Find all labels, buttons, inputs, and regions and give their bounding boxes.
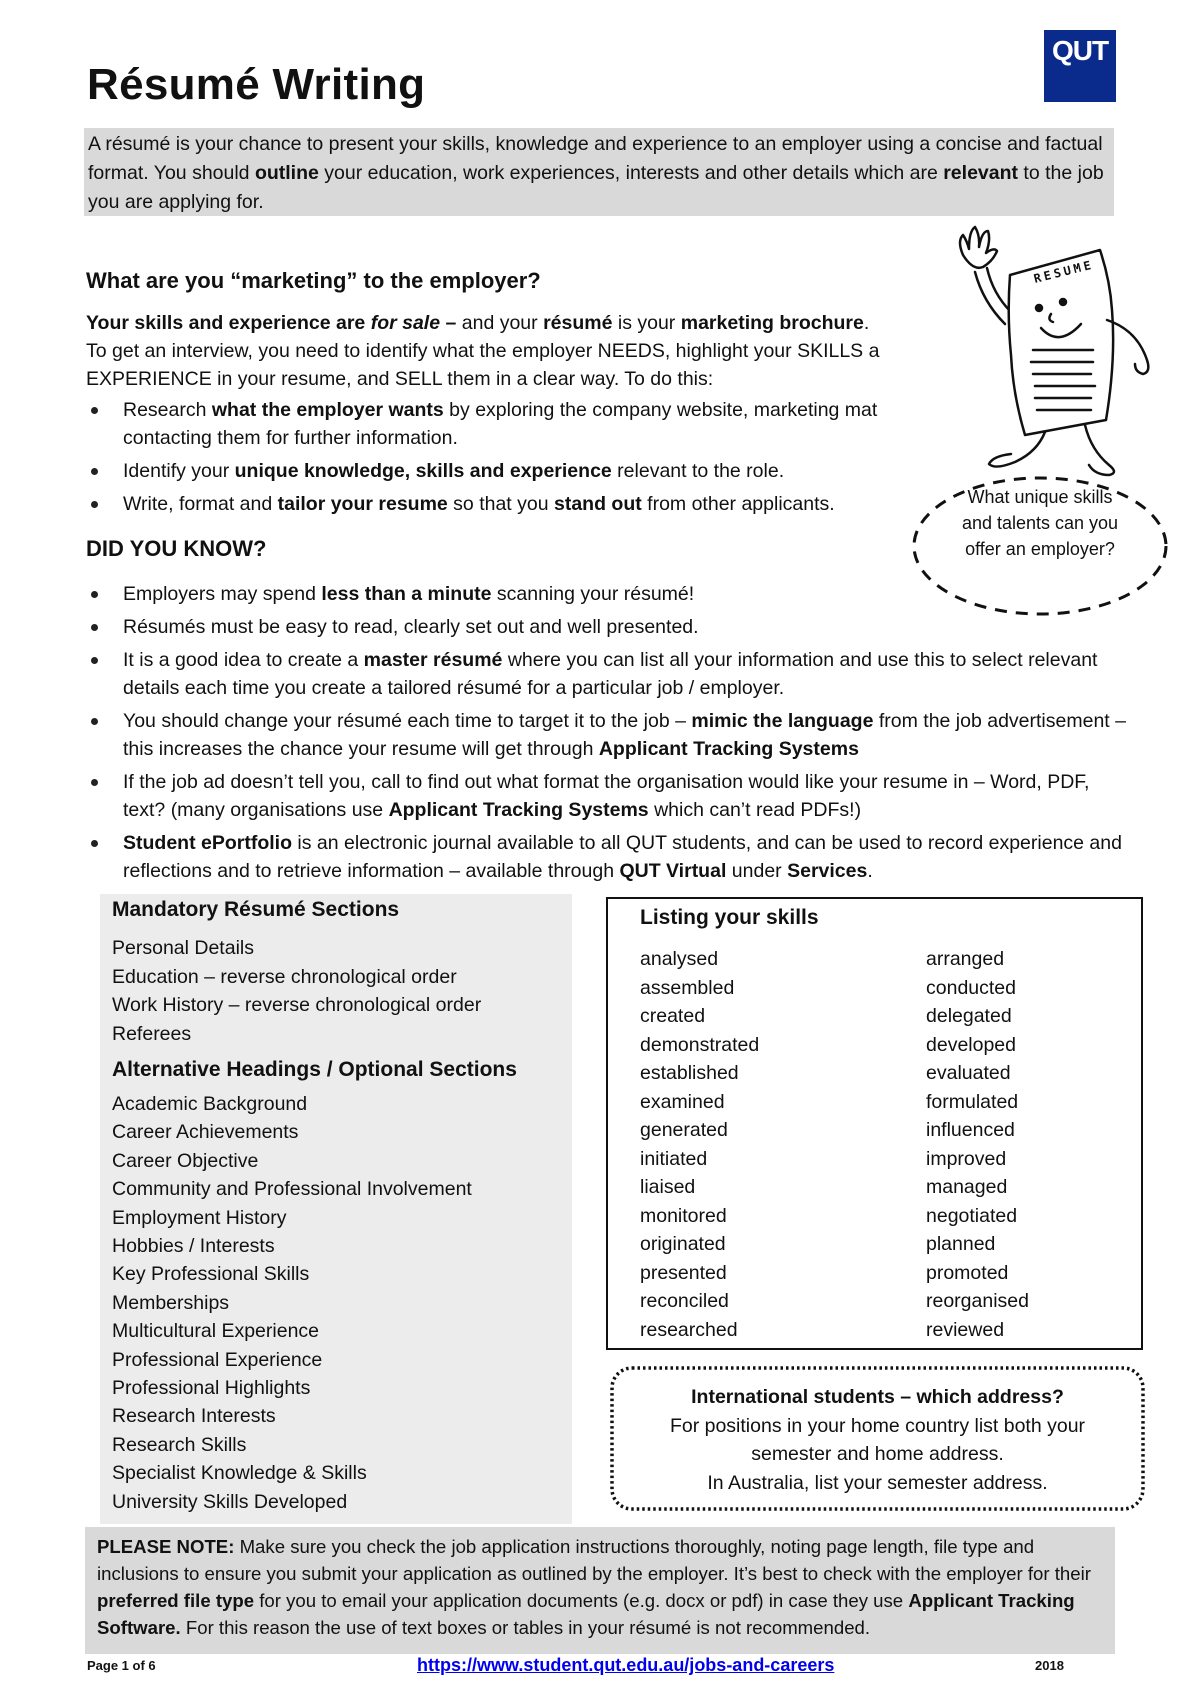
- list-item: Employment History: [112, 1206, 287, 1229]
- list-item: Education – reverse chronological order: [112, 965, 457, 988]
- list-item: Referees: [112, 1022, 192, 1045]
- marketing-heading: What are you “marketing” to the employer?: [86, 268, 541, 293]
- skill-word: originated: [640, 1233, 726, 1255]
- list-item-continuation: contacting them for further information.: [123, 427, 458, 449]
- note-text: for you to email your application documents (e.g. docx or pdf) in case they use: [254, 1590, 909, 1611]
- skill-word: researched: [640, 1318, 738, 1341]
- intro-text: A résumé is your chance to present your skills, knowledge and experience to an employer using a concise and factual format. You should: [88, 133, 1103, 184]
- skill-word: arranged: [926, 948, 1005, 970]
- skill-word: reconciled: [640, 1290, 729, 1312]
- qut-logo: [1044, 30, 1116, 102]
- did-you-know-heading: DID YOU KNOW?: [86, 536, 267, 561]
- list-item: It is a good idea to create a master résumé where you can list all your information and use this to select relevant details each time you create a tailored résumé for a particular job / employer.: [86, 646, 1131, 702]
- did-you-know-bullets: [86, 580, 1131, 890]
- list-item: Academic Background: [112, 1093, 308, 1115]
- note-emphasis: Applicant Tracking Software.: [97, 1590, 1075, 1638]
- list-item: If the job ad doesn’t tell you, call to find out what format the organisation would like your resume in – Word, PDF, text? (many organisations use Applicant Tracking Systems which can’t read PDFs!): [86, 768, 1131, 824]
- list-item: Research Skills: [112, 1433, 247, 1456]
- list-item: Work History – reverse chronological order: [112, 994, 482, 1017]
- intro-box: [84, 128, 1114, 216]
- skill-word: conducted: [926, 976, 1016, 999]
- skill-word: planned: [926, 1233, 996, 1255]
- international-line: semester and home address.: [751, 1443, 1004, 1465]
- text-bold: Your skills and experience are: [86, 312, 371, 334]
- skill-word: developed: [926, 1033, 1016, 1056]
- skill-word: created: [640, 1005, 706, 1027]
- page-number: Page 1 of 6: [87, 1658, 156, 1673]
- skill-word: liaised: [640, 1176, 696, 1198]
- list-item: You should change your résumé each time to target it to the job – mimic the language from the job advertisement – this increases the chance your resume will get through Applicant Tracking Systems: [86, 707, 1131, 763]
- list-item: Specialist Knowledge & Skills: [112, 1462, 367, 1485]
- text: and your: [456, 312, 544, 334]
- skills-column-left: [640, 945, 759, 1344]
- skill-word: demonstrated: [640, 1033, 760, 1056]
- skill-word: established: [640, 1062, 739, 1084]
- text-bold: –: [440, 312, 457, 334]
- list-item: Identify your unique knowledge, skills and experience relevant to the role.: [86, 457, 946, 485]
- international-line: For positions in your home country list both your: [669, 1414, 1086, 1437]
- note-text: For this reason the use of text boxes or tables in your résumé is not recommended.: [180, 1617, 871, 1638]
- note-emphasis: preferred file type: [97, 1590, 255, 1611]
- marketing-bullets: [86, 396, 946, 523]
- intro-text: your education, work experiences, interests and other details which are: [318, 162, 944, 184]
- list-item: Professional Experience: [112, 1348, 323, 1371]
- list-item: Career Achievements: [112, 1121, 299, 1144]
- international-students-text: [615, 1383, 1140, 1497]
- skills-column-right: [926, 945, 1029, 1344]
- intro-emphasis: relevant: [943, 162, 1019, 184]
- list-item: Write, format and tailor your resume so that you stand out from other applicants.: [86, 490, 946, 518]
- skill-word: generated: [640, 1119, 728, 1141]
- skill-word: presented: [640, 1261, 727, 1284]
- skill-word: assembled: [640, 976, 735, 999]
- mascot-sheet-label: RESUME: [1032, 257, 1096, 286]
- mandatory-sections-list: [112, 934, 481, 1048]
- skills-title: Listing your skills: [640, 906, 819, 929]
- careers-link[interactable]: https://www.student.qut.edu.au/jobs-and-careers: [417, 1655, 835, 1675]
- list-item: Career Objective: [112, 1149, 259, 1172]
- skill-word: promoted: [926, 1261, 1009, 1284]
- intro-emphasis: outline: [254, 162, 319, 184]
- skill-word: initiated: [640, 1147, 708, 1170]
- skill-word: improved: [926, 1147, 1007, 1170]
- text-bold: marketing brochure: [680, 312, 864, 334]
- note-label: PLEASE NOTE:: [97, 1536, 235, 1557]
- list-item: Community and Professional Involvement: [112, 1178, 472, 1201]
- intro-text: to the job you are applying for.: [88, 162, 1104, 213]
- list-item: Employers may spend less than a minute scanning your résumé!: [86, 580, 1131, 608]
- page-title: Résumé Writing: [87, 60, 426, 109]
- marketing-line-3: EXPERIENCE in your resume, and SELL them in a clear way. To do this:: [86, 368, 714, 390]
- marketing-line-2: To get an interview, you need to identify what the employer NEEDS, highlight your SKILLS a: [86, 340, 880, 362]
- footer-year: 2018: [1035, 1658, 1064, 1673]
- list-item: Hobbies / Interests: [112, 1235, 275, 1258]
- list-item: University Skills Developed: [112, 1490, 348, 1513]
- list-item: Multicultural Experience: [112, 1320, 320, 1343]
- skill-word: evaluated: [926, 1062, 1011, 1084]
- alternative-sections-title: Alternative Headings / Optional Sections: [112, 1058, 517, 1081]
- please-note-box: [85, 1527, 1115, 1654]
- skill-word: negotiated: [926, 1204, 1018, 1227]
- skill-word: formulated: [926, 1090, 1019, 1113]
- logo-text: QUT: [1051, 35, 1109, 66]
- international-title: International students – which address?: [691, 1386, 1064, 1408]
- list-item: Résumés must be easy to read, clearly set out and well presented.: [86, 613, 1131, 641]
- skill-word: reorganised: [926, 1290, 1029, 1312]
- skill-word: examined: [640, 1090, 725, 1113]
- text: .: [863, 312, 870, 334]
- list-item: Research what the employer wants by exploring the company website, marketing mat contacting them for further information.: [86, 396, 946, 452]
- list-item: Research Interests: [112, 1405, 276, 1428]
- list-item: Personal Details: [112, 937, 254, 959]
- bubble-text: What unique skills and talents can you offer an employer?: [961, 487, 1119, 559]
- skill-word: influenced: [926, 1119, 1015, 1141]
- list-item: Key Professional Skills: [112, 1263, 310, 1286]
- text: is your: [612, 312, 681, 334]
- list-item: Memberships: [112, 1291, 230, 1314]
- skill-word: delegated: [926, 1005, 1012, 1027]
- text-bold: résumé: [543, 312, 613, 334]
- alternative-sections-list: [112, 1090, 472, 1516]
- list-item: Professional Highlights: [112, 1377, 311, 1400]
- marketing-line-1: [86, 309, 946, 337]
- text-bold-italic: for sale: [370, 312, 441, 334]
- skill-word: managed: [926, 1176, 1008, 1198]
- note-text: Make sure you check the job application instructions thoroughly, noting page length, file type and inclusions to ensure you submit your application as outlined by the employer. It’s best to check with the employer for their: [97, 1536, 1091, 1584]
- skill-word: reviewed: [926, 1318, 1005, 1341]
- skill-word: analysed: [640, 948, 719, 970]
- international-line: In Australia, list your semester address.: [707, 1471, 1048, 1494]
- marketing-paragraph: [86, 309, 946, 393]
- list-item: Student ePortfolio is an electronic journal available to all QUT students, and can be used to record experience and reflections and to retrieve information – available through QUT Virtual under Services.: [86, 829, 1131, 885]
- skill-word: monitored: [640, 1204, 727, 1227]
- resume-mascot-illustration: [935, 220, 1165, 490]
- mandatory-sections-title: Mandatory Résumé Sections: [112, 898, 400, 921]
